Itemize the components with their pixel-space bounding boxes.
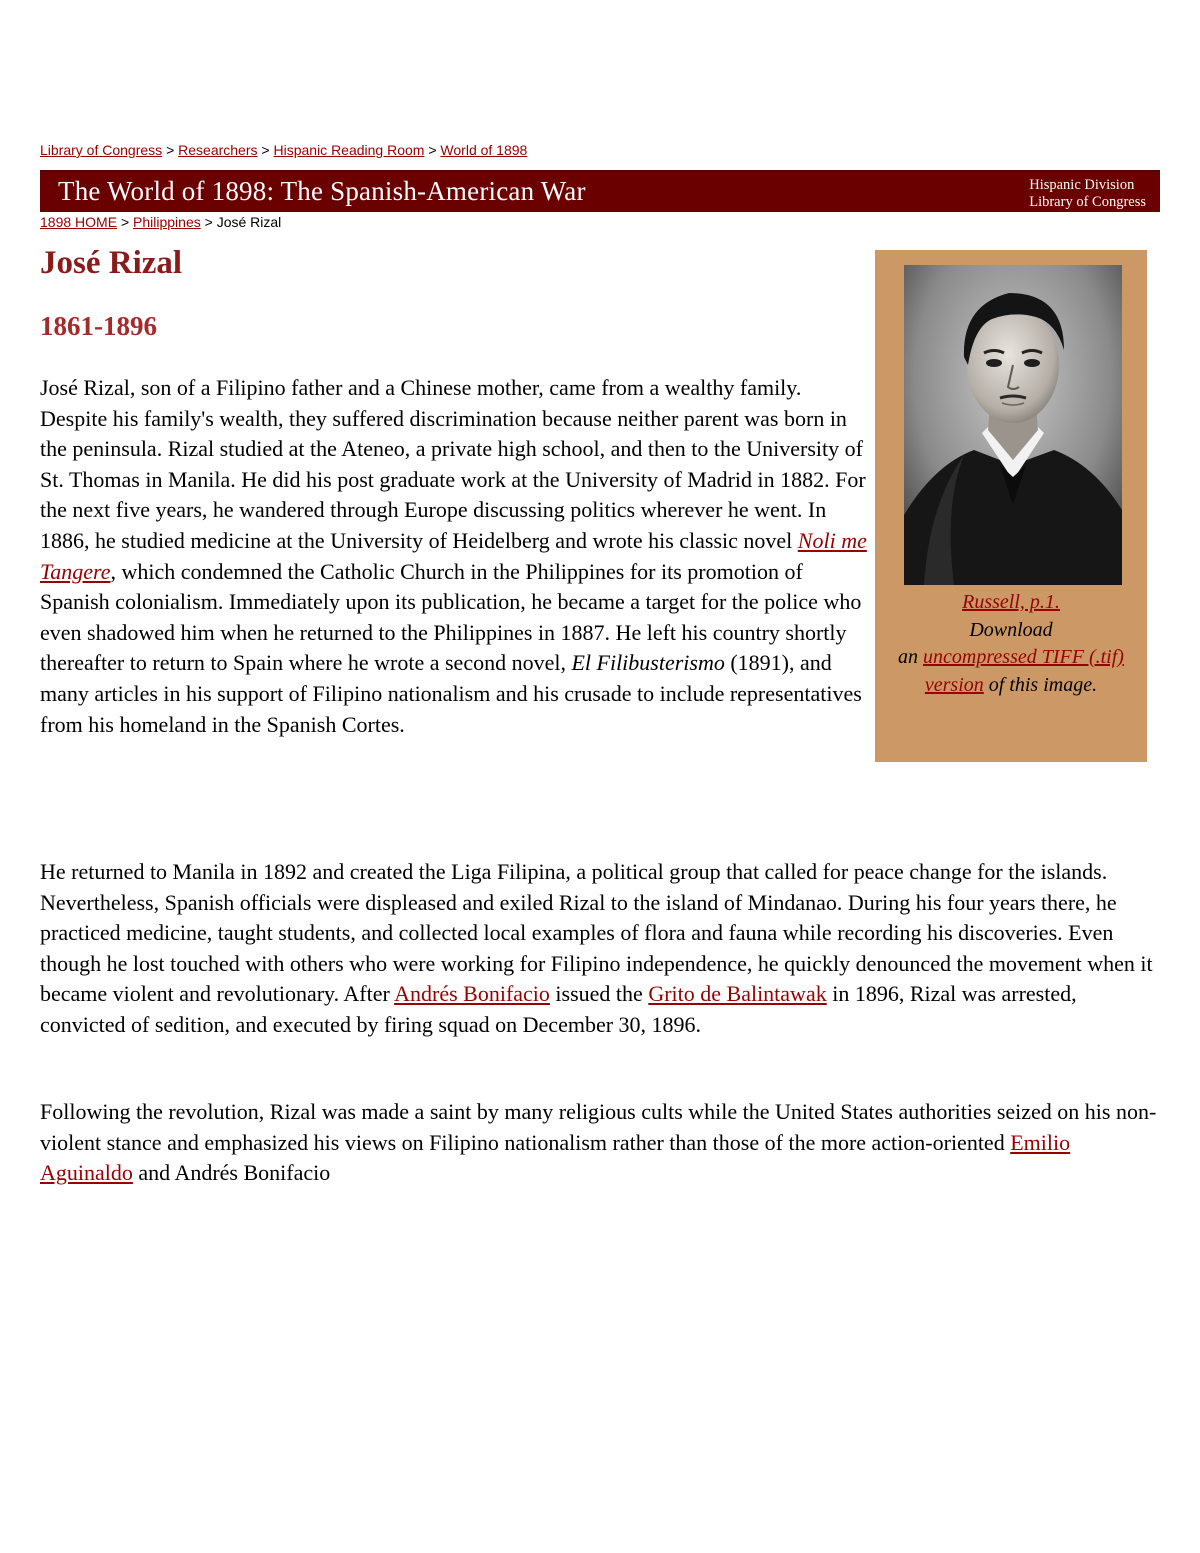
breadcrumb-world-of-1898[interactable]: World of 1898 — [440, 142, 528, 158]
breadcrumb-researchers[interactable]: Researchers — [178, 142, 258, 158]
biography-paragraph-3 — [40, 1097, 1160, 1189]
site-banner — [40, 170, 1160, 212]
paragraph-text: in 1896, Rizal was arrested, convicted of sedition, and executed by firing squad on December 30, 1896. — [40, 981, 1077, 1037]
russell-link[interactable]: Russell, p.1. — [962, 591, 1060, 613]
banner-org[interactable] — [1029, 177, 1146, 211]
breadcrumb-current: José Rizal — [216, 214, 282, 230]
breadcrumb-separator: > — [204, 214, 217, 230]
page-title: José Rizal — [40, 245, 183, 281]
paragraph-text: (1891), and many articles in his support of Filipino nationalism and his crusade to include representatives from his homeland in the Spanish Cortes. — [40, 650, 862, 737]
andres-bonifacio-link[interactable]: Andrés Bonifacio — [394, 981, 550, 1007]
paragraph-text: Following the revolution, Rizal was made a saint by many religious cults while the United States authorities seized on his non-violent stance and emphasized his views on Filipino nationalism rather than those of the more action-oriented — [40, 1099, 1157, 1155]
paragraph-text: issued the — [549, 981, 649, 1007]
breadcrumb-sub — [40, 214, 281, 230]
portrait-illustration — [904, 265, 1122, 585]
portrait-sidebar — [875, 250, 1147, 762]
breadcrumb-separator: > — [166, 142, 179, 158]
paragraph-text: , which condemned the Catholic Church in the Philippines for its promotion of Spanish colonialism. Immediately upon its publication, he became a target for the police who even shadowed him when he returned to the Philippines in 1887. He left his country shortly thereafter to return to Spain where he wrote a second novel, — [40, 558, 862, 676]
paragraph-text: José Rizal, son of a Filipino father and a Chinese mother, came from a wealthy family. Despite his family's wealth, they suffered discrimination because neither parent was born in the peninsula. Rizal studied at the Ateneo, a private high school, and then to the University of St. Thomas in Manila. He did his post graduate work at the University of Madrid in 1882. For the next five years, he wandered through Europe discussing politics wherever he went. In 1886, he studied medicine at the University of Heidelberg and wrote his classic novel — [40, 375, 866, 553]
breadcrumb-separator: > — [428, 142, 441, 158]
banner-org-library: Library of Congress — [1029, 194, 1146, 210]
caption-tail-text: of this image. — [988, 673, 1098, 696]
emilio-aguinaldo-link[interactable]: Emilio Aguinaldo — [40, 1129, 1071, 1186]
paragraph-text: and Andrés Bonifacio — [132, 1160, 331, 1186]
el-filibusterismo-title: El Filibusterismo — [571, 650, 725, 676]
biography-paragraph-2 — [40, 857, 1160, 1041]
breadcrumb-separator: > — [261, 142, 274, 158]
portrait-caption — [875, 589, 1147, 699]
biography-paragraph-1 — [40, 373, 870, 740]
tiff-download-link[interactable]: uncompressed TIFF (.tif) version — [923, 646, 1124, 696]
breadcrumb-1898-home[interactable]: 1898 HOME — [40, 214, 118, 230]
breadcrumb-hispanic-reading-room[interactable]: Hispanic Reading Room — [273, 142, 425, 158]
portrait-image[interactable] — [904, 265, 1122, 585]
banner-title[interactable]: The World of 1898: The Spanish-American War — [58, 176, 586, 206]
breadcrumb-library-of-congress[interactable]: Library of Congress — [40, 142, 163, 158]
paragraph-text: He returned to Manila in 1892 and created the Liga Filipina, a political group that called for peace change for the islands. Nevertheless, Spanish officials were displeased and exiled Rizal to the island of Mindanao. During his four years there, he practiced medicine, taught students, and collected local examples of flora and fauna while recording his discoveries. Even though he lost touched with others who were working for Filipino independence, he quickly denounced the movement when it became violent and revolutionary. After — [40, 859, 1153, 1007]
breadcrumb-top — [40, 142, 527, 158]
download-text: Download — [969, 618, 1053, 641]
an-text: an — [898, 646, 919, 668]
breadcrumb-philippines[interactable]: Philippines — [133, 214, 201, 230]
page-dates: 1861-1896 — [40, 311, 157, 341]
grito-de-balintawak-link[interactable]: Grito de Balintawak — [648, 981, 827, 1007]
noli-me-tangere-link[interactable]: Noli me Tangere — [40, 527, 867, 584]
banner-org-division: Hispanic Division — [1029, 177, 1135, 193]
breadcrumb-separator: > — [120, 214, 134, 230]
